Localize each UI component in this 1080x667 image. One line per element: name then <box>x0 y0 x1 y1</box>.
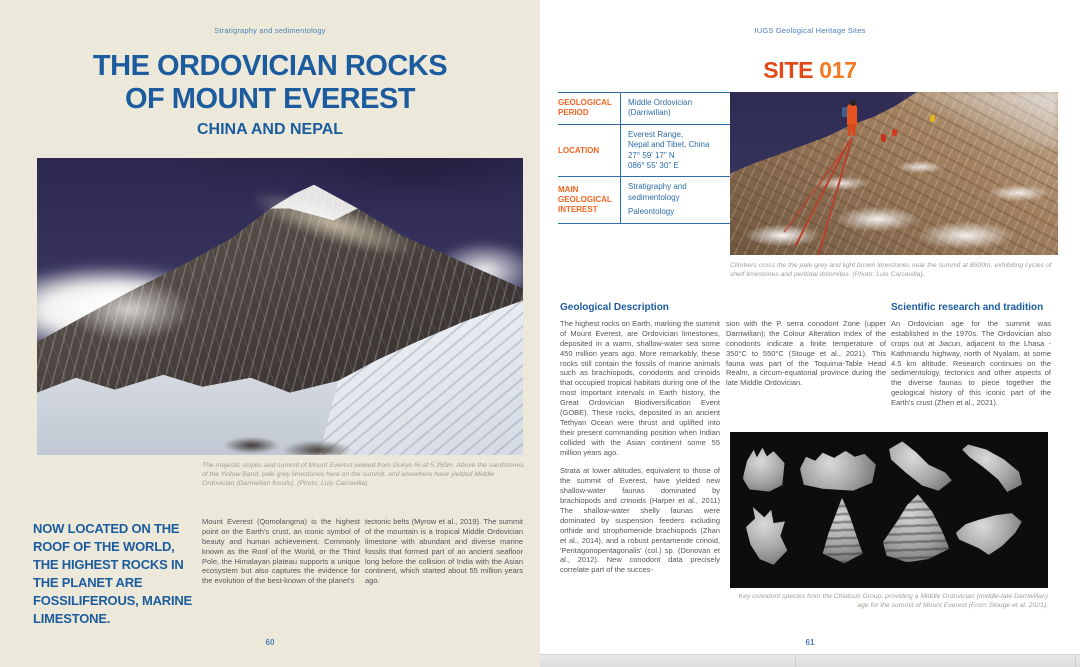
page-subtitle: CHINA AND NEPAL <box>196 121 344 138</box>
site-heading <box>540 57 1080 84</box>
page-number-right: 61 <box>805 638 815 647</box>
row-value-location: Everest Range, Nepal and Tibet, China 27° 59' 17" N 086° 55' 30" E <box>620 125 730 177</box>
snow-patch <box>66 277 192 342</box>
right-page <box>540 0 1080 667</box>
row-label-geological-period: GEOLOGICAL PERIOD <box>558 98 612 118</box>
intro-text-column-2: tectonic belts (Myrow et al., 2019). The summit of the mountain is a tropical Middle Ordovician limestone with abundant and diverse marine fossils that formed part of an ancient seafloor long before the collision of India with the Asian continent, which started about 55 million years ago. <box>365 517 523 586</box>
everest-photo <box>37 158 523 455</box>
table-row <box>558 177 730 223</box>
blowing-snow <box>887 92 1058 147</box>
climber-head <box>850 100 856 106</box>
climber-yellow <box>930 115 935 122</box>
page-edge-strip <box>540 654 1080 667</box>
intro-text-column-1: Mount Everest (Qomolangma) is the highest point on the Earth's crust, an iconic symbol of beauty and human achievement. Commonly known as the Roof of the World, or the Third Pole, the Himalayan plateau supports a unique ecosystem but also captures the evidence for the evolution of the best-known of the planet's <box>202 517 360 586</box>
conodont-fossil <box>819 498 865 564</box>
row-value-geological-period: Middle Ordovician (Darriwilian) <box>620 93 730 124</box>
climbers-photo <box>730 92 1058 255</box>
everest-photo-caption: The majestic slopes and summit of Mount Everest viewed from Gokyo Ri at 5,350m. Above the sandstones of the Yellow Band, pale grey limestones here on the summit, and elsewhere have yielded Middle Ordovician (Darriwilian fossils). (Photo: Luis Carcavilla). <box>202 462 524 488</box>
row-value-main-geological-interest: Stratigraphy and sedimentology Paleontology <box>620 177 730 222</box>
conodont-fossil <box>743 448 787 492</box>
page-title-line1: THE ORDOVICIAN ROCKS <box>92 50 448 82</box>
conodont-fossils-photo <box>730 432 1048 588</box>
page-title-line2: OF MOUNT EVEREST <box>124 83 416 115</box>
page-edge-seam <box>1075 655 1076 667</box>
conodont-fossil <box>879 494 949 562</box>
fossil-photo-caption: Key conodont species from the Chiatsun Group, providing a Middle Ordovician (middle-late Darriwilian) age for the summit of Mount Everest (From Stouge et al. 2021). <box>738 593 1048 610</box>
running-header-right: IUGS Geological Heritage Sites <box>754 26 866 35</box>
conodont-fossil <box>886 441 952 493</box>
conodont-fossil <box>962 444 1022 494</box>
site-label: SITE <box>763 57 814 83</box>
page-number-left: 60 <box>265 638 275 647</box>
table-row <box>558 93 730 125</box>
table-row <box>558 125 730 178</box>
climber-legs <box>848 124 856 136</box>
geological-description-column-1: The highest rocks on Earth, marking the summit of Mount Everest, are Ordovician limestones, deposited in a warm, shallow-water sea some 450 million years ago. More remarkably, these rocks still contain the fossils of marine animals such as brachiopods, conodonts and crinoids that occupied tropical habitats during one of the most important intervals in Earth history, the Great Ordovician Biodiversification Event (GOBE). These rocks, deposited in an ancient Tethyan Ocean were thrust and uplifted into their present commanding position when Indian collided with the Asian continent some 55 million years ago. Strata at lower altitudes, equivalent to those of the summit of Everest, have yielded new shallow-water faunas dominated by brachiopods and crinoids (Harper et al., 2011) The shallow-water shelly faunas were dominated by suspension feeders including orthide and strophomenide brachiopods (Zhan et al., 2014), and a robust pentameride crinoid, 'Pentagonopentagonalis' (col.) sp. (Donovan et al., 2012). New conodont data precisely correlate part of the succes- <box>560 319 720 575</box>
conodont-fossil <box>956 513 1022 557</box>
pull-quote: NOW LOCATED ON THE ROOF OF THE WORLD, THE HIGHEST ROCKS IN THE PLANET ARE FOSSILIFEROUS, MARINE LIMESTONE. <box>33 521 193 626</box>
climber-orange-suit <box>842 100 864 140</box>
row-label-main-geological-interest: MAIN GEOLOGICAL INTEREST <box>558 184 612 214</box>
geological-description-column-2: sion with the P. serra conodont Zone (upper Darriwilian); the Colour Alteration Index of the conodonts indicate a finite temperature of 350°C to 550°C (Stouge et al., 2021). This fauna was part of the Toquima-Table Head Realm, a circum-equatorial province during the late Middle Ordovician. <box>726 319 886 388</box>
conodont-fossil <box>800 451 876 491</box>
climber-red <box>881 134 886 142</box>
dark-cloud-wisp <box>173 158 319 184</box>
conodont-fossil <box>746 507 792 565</box>
row-label-location: LOCATION <box>558 145 600 155</box>
page-title <box>0 50 540 116</box>
site-number: 017 <box>819 57 857 83</box>
scientific-research-column: An Ordovician age for the summit was established in the 1970s. The Ordovician also crops out at Jiacun, adjacent to the Lhasa - Kathmandu highway, north of Nyalam, at some 4.5 km altitude. Research continues on the sedimentology, tectonics and other aspects of the diverse faunas to piece together the geological history of this iconic part of the Earth's crust (Zhen et al., 2021). <box>891 319 1051 408</box>
page-edge-seam <box>795 655 796 667</box>
running-header-left: Stratigraphy and sedimentology <box>214 26 326 35</box>
section-heading-geological-description: Geological Description <box>560 302 669 313</box>
site-info-table <box>558 92 730 224</box>
section-heading-scientific-research: Scientific research and tradition <box>891 302 1044 313</box>
climber-body <box>847 104 857 126</box>
climbers-photo-caption: Climbers cross the the pale grey and light brown limestones near the summit at 8500m, exhibiting cycles of shelf limestones and peritidal dolomites. (Photo: Luis Carcavilla). <box>730 262 1052 279</box>
foreground-rocks <box>202 407 367 455</box>
